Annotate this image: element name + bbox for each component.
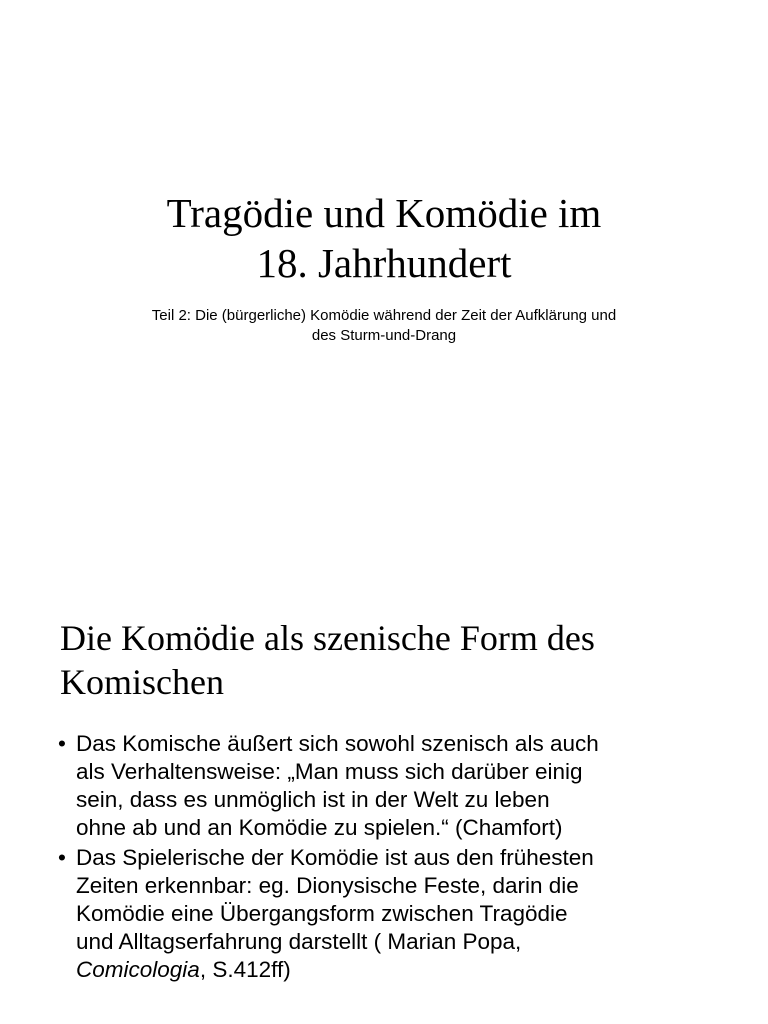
heading-line: Komischen [60,662,224,702]
bullet-text-line: Komödie eine Übergangsform zwischen Tragödie [76,901,568,926]
citation-title: Comicologia [76,957,200,982]
bullet-text-line: Das Komische äußert sich sowohl szenisch als auch [76,731,599,756]
subtitle-line: des Sturm-und-Drang [311,327,457,344]
bullet-text-line [76,956,738,984]
heading-line: Die Komödie als szenische Form des [60,618,595,658]
bullet-text-line: ohne ab und an Komödie zu spielen.“ (Chamfort) [76,815,563,840]
bullet-item [58,730,738,842]
subtitle-line: Teil 2: Die (bürgerliche) Komödie während der Zeit der Aufklärung und [151,307,617,324]
slide-content [0,576,768,1024]
bullet-item [58,844,738,984]
bullet-text-line: sein, dass es unmöglich ist in der Welt zu leben [76,787,550,812]
bullet-text-line: als Verhaltensweise: „Man muss sich darüber einig [76,759,583,784]
bullet-list [58,730,738,986]
title-line: 18. Jahrhundert [256,240,512,286]
bullet-dot-icon: • [58,731,66,756]
bullet-dot-icon: • [58,845,66,870]
title-line: Tragödie und Komödie im [166,190,602,236]
bullet-text-line: Zeiten erkennbar: eg. Dionysische Feste, darin die [76,873,579,898]
citation-page: , S.412ff) [199,957,291,982]
bullet-text-line: und Alltagserfahrung darstellt ( Marian Popa, [76,929,522,954]
slide-heading [60,616,740,704]
bullet-text-line: Das Spielerische der Komödie ist aus den frühesten [76,845,594,870]
presentation-title [0,188,768,288]
presentation-subtitle [80,306,688,346]
